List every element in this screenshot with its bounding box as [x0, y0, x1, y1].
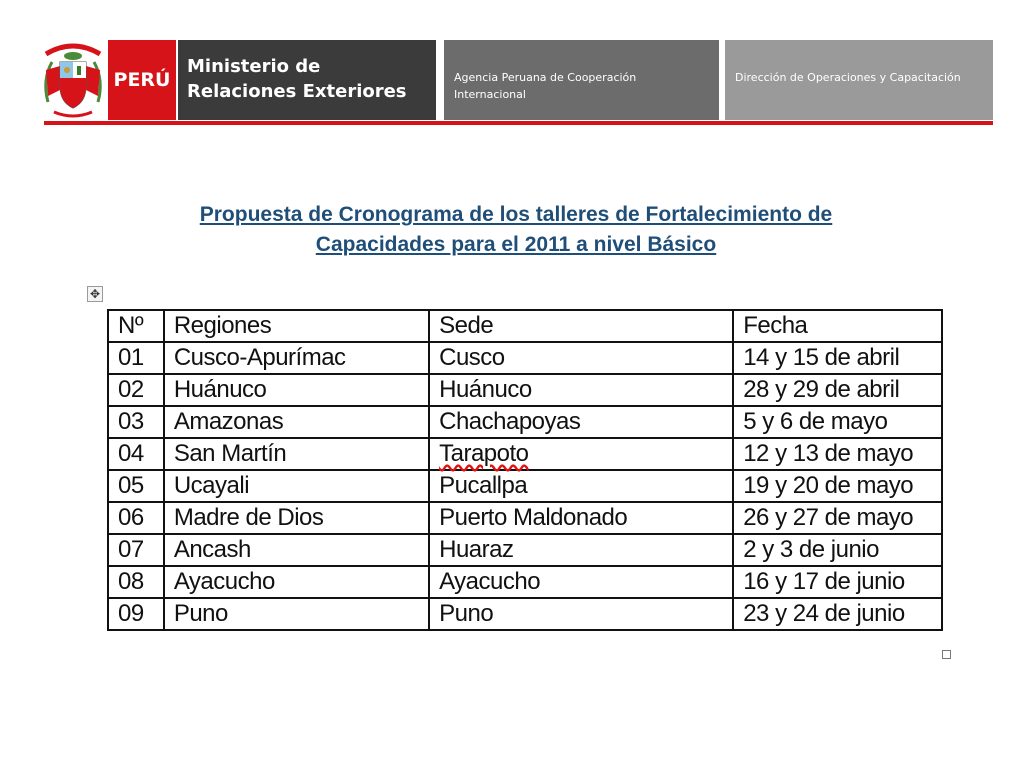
coat-of-arms-icon — [40, 40, 106, 120]
cell-number[interactable]: 03 — [108, 406, 164, 438]
cell-region[interactable]: Puno — [164, 598, 429, 630]
cell-region[interactable]: Madre de Dios — [164, 502, 429, 534]
cell-fecha[interactable]: 23 y 24 de junio — [733, 598, 942, 630]
cell-sede[interactable]: Huaraz — [429, 534, 733, 566]
cell-number[interactable]: 02 — [108, 374, 164, 406]
cell-fecha[interactable]: 2 y 3 de junio — [733, 534, 942, 566]
cell-number[interactable]: 06 — [108, 502, 164, 534]
cell-sede[interactable]: Puerto Maldonado — [429, 502, 733, 534]
cell-fecha[interactable]: 26 y 27 de mayo — [733, 502, 942, 534]
table-row — [108, 342, 942, 374]
header-number[interactable]: Nº — [108, 310, 164, 342]
direction-name: Dirección de Operaciones y Capacitación — [725, 40, 993, 120]
table-row — [108, 598, 942, 630]
cell-sede[interactable]: Chachapoyas — [429, 406, 733, 438]
cell-number[interactable]: 01 — [108, 342, 164, 374]
cell-region[interactable]: San Martín — [164, 438, 429, 470]
cell-fecha[interactable]: 28 y 29 de abril — [733, 374, 942, 406]
cell-region[interactable]: Ayacucho — [164, 566, 429, 598]
table-row — [108, 438, 942, 470]
peru-label: PERÚ — [108, 40, 176, 120]
header-divider — [44, 121, 993, 125]
cell-region[interactable]: Ucayali — [164, 470, 429, 502]
cell-number[interactable]: 07 — [108, 534, 164, 566]
cell-region[interactable]: Ancash — [164, 534, 429, 566]
cell-number[interactable]: 08 — [108, 566, 164, 598]
ministry-name — [178, 40, 436, 120]
cell-region[interactable]: Amazonas — [164, 406, 429, 438]
move-arrows-icon[interactable]: ✥ — [87, 286, 103, 302]
cell-sede[interactable]: Cusco — [429, 342, 733, 374]
cell-sede[interactable]: Pucallpa — [429, 470, 733, 502]
table-row — [108, 470, 942, 502]
table-row — [108, 502, 942, 534]
cell-number[interactable]: 05 — [108, 470, 164, 502]
cell-fecha[interactable]: 5 y 6 de mayo — [733, 406, 942, 438]
table-row — [108, 566, 942, 598]
cell-fecha[interactable]: 14 y 15 de abril — [733, 342, 942, 374]
header-fecha[interactable]: Fecha — [733, 310, 942, 342]
cell-region[interactable]: Cusco-Apurímac — [164, 342, 429, 374]
table-header-row — [108, 310, 942, 342]
table-row — [108, 406, 942, 438]
resize-handle-icon[interactable] — [942, 650, 951, 659]
header-sede[interactable]: Sede — [429, 310, 733, 342]
cell-sede[interactable]: Ayacucho — [429, 566, 733, 598]
header — [0, 0, 1024, 130]
spellcheck-word: Tarapoto — [439, 440, 529, 467]
cell-fecha[interactable]: 19 y 20 de mayo — [733, 470, 942, 502]
schedule-table — [107, 309, 943, 631]
cell-sede[interactable] — [429, 438, 733, 470]
agency-line-2: Internacional — [454, 88, 526, 101]
cell-number[interactable]: 04 — [108, 438, 164, 470]
agency-name — [444, 40, 719, 120]
header-regiones[interactable]: Regiones — [164, 310, 429, 342]
title-line-1: Propuesta de Cronograma de los talleres de Fortalecimiento de — [199, 203, 833, 226]
cell-sede[interactable]: Puno — [429, 598, 733, 630]
title-line-2: Capacidades para el 2011 a nivel Básico — [315, 233, 717, 256]
ministry-line-2: Relaciones Exteriores — [187, 81, 407, 102]
cell-number[interactable]: 09 — [108, 598, 164, 630]
coat-of-arms-logo — [40, 40, 106, 120]
agency-line-1: Agencia Peruana de Cooperación — [454, 71, 637, 84]
cell-fecha[interactable]: 12 y 13 de mayo — [733, 438, 942, 470]
page-title — [100, 200, 932, 260]
table-row — [108, 534, 942, 566]
table-row — [108, 374, 942, 406]
ministry-line-1: Ministerio de — [187, 56, 321, 77]
cell-sede[interactable]: Huánuco — [429, 374, 733, 406]
cell-fecha[interactable]: 16 y 17 de junio — [733, 566, 942, 598]
cell-region[interactable]: Huánuco — [164, 374, 429, 406]
